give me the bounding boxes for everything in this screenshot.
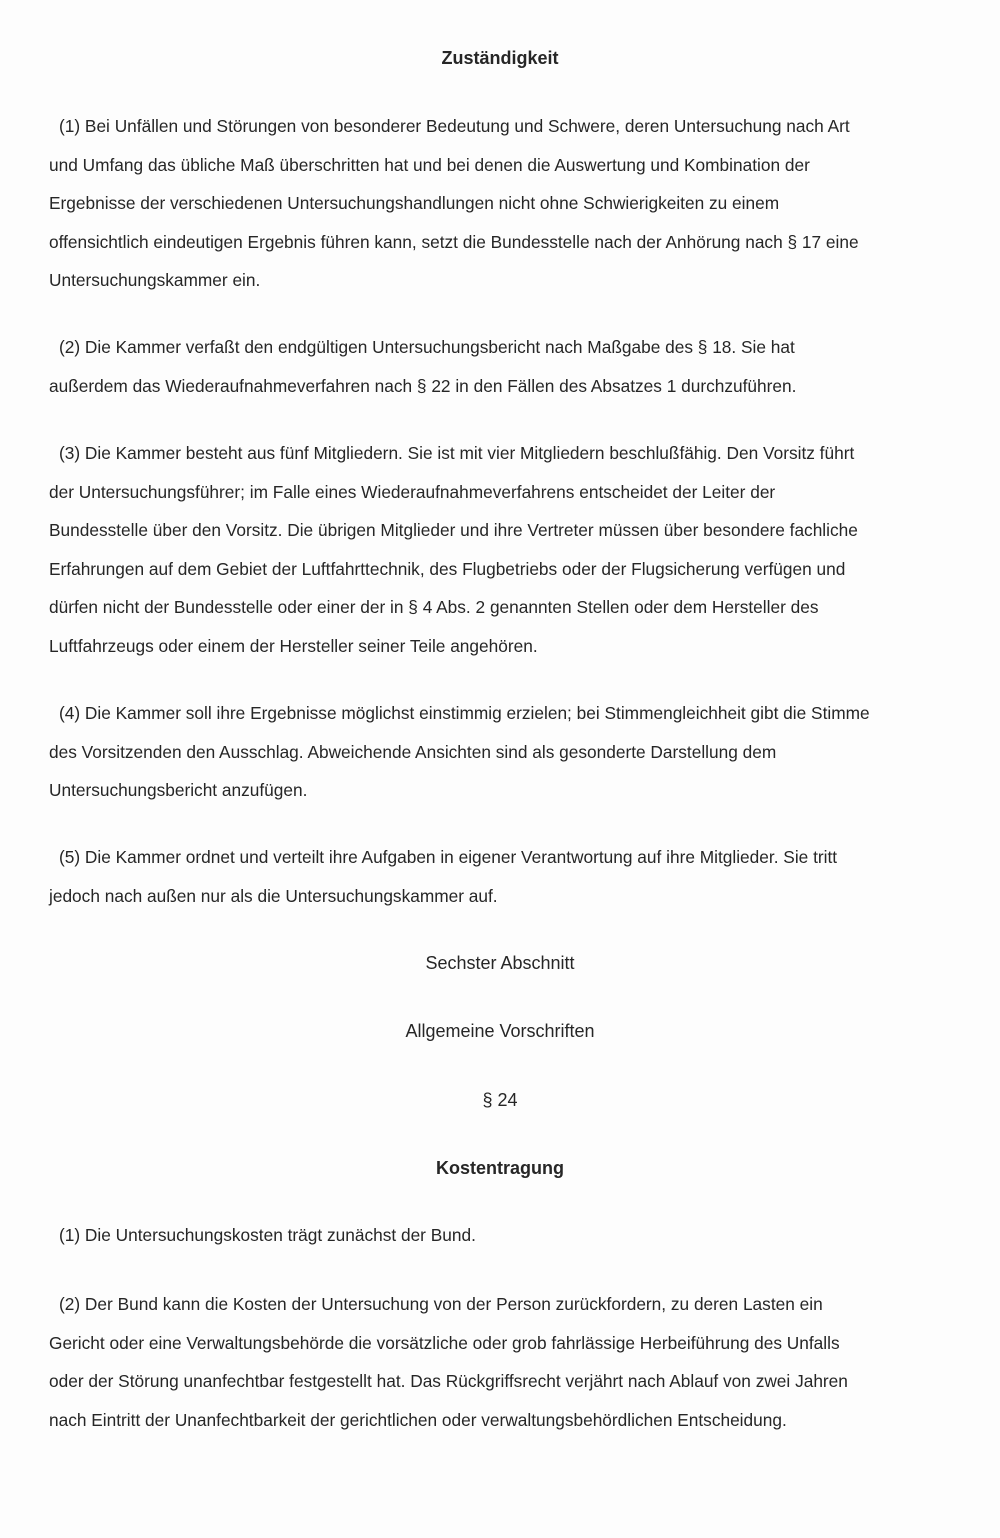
text-line: außerdem das Wiederaufnahmeverfahren nach § 22 in den Fällen des Absatzes 1 durchzuführen. bbox=[49, 375, 797, 396]
text-line: (4) Die Kammer soll ihre Ergebnisse möglichst einstimmig erzielen; bei Stimmengleichheit gibt die Stimme bbox=[59, 703, 870, 723]
paragraph-zustaendigkeit-2 bbox=[49, 328, 964, 405]
paragraph-zustaendigkeit-1 bbox=[49, 107, 964, 300]
text-line: und Umfang das übliche Maß überschritten hat und bei denen die Auswertung und Kombination der bbox=[49, 154, 810, 175]
text-line: (2) Der Bund kann die Kosten der Untersuchung von der Person zurückfordern, zu deren Lasten ein bbox=[59, 1294, 823, 1314]
text-line: offensichtlich eindeutigen Ergebnis führen kann, setzt die Bundesstelle nach der Anhörung nach § 17 eine bbox=[49, 231, 859, 252]
section-subtitle: Allgemeine Vorschriften bbox=[405, 1021, 595, 1041]
text-line: dürfen nicht der Bundesstelle oder einer der in § 4 Abs. 2 genannten Stellen oder dem Hersteller des bbox=[49, 597, 819, 617]
text-line: Gericht oder eine Verwaltungsbehörde die vorsätzliche oder grob fahrlässige Herbeiführung des Unfalls bbox=[49, 1332, 840, 1353]
text-line: jedoch nach außen nur als die Untersuchungskammer auf. bbox=[49, 885, 498, 906]
text-line: Untersuchungsbericht anzufügen. bbox=[49, 780, 308, 800]
paragraph-sign: § 24 bbox=[482, 1090, 518, 1110]
section-title-zustaendigkeit: Zuständigkeit bbox=[441, 48, 559, 68]
text-line: (5) Die Kammer ordnet und verteilt ihre Aufgaben in eigener Verantwortung auf ihre Mitglieder. Sie tritt bbox=[59, 847, 838, 867]
text-line: (1) Die Untersuchungskosten trägt zunächst der Bund. bbox=[59, 1225, 476, 1245]
text-line: Untersuchungskammer ein. bbox=[49, 270, 261, 290]
paragraph-kostentragung-1 bbox=[49, 1216, 964, 1255]
section-title-kostentragung: Kostentragung bbox=[436, 1158, 564, 1178]
text-line: der Untersuchungsführer; im Falle eines Wiederaufnahmeverfahrens entscheidet der Leiter der bbox=[49, 481, 776, 502]
section-label: Sechster Abschnitt bbox=[425, 953, 575, 973]
text-line: Bundesstelle über den Vorsitz. Die übrigen Mitglieder und ihre Vertreter müssen über besondere fachliche bbox=[49, 520, 858, 540]
paragraph-zustaendigkeit-4 bbox=[49, 694, 964, 810]
text-line: Ergebnisse der verschiedenen Untersuchungshandlungen nicht ohne Schwierigkeiten zu einem bbox=[49, 193, 780, 213]
paragraph-kostentragung-2 bbox=[49, 1285, 964, 1439]
text-line: nach Eintritt der Unanfechtbarkeit der gerichtlichen oder verwaltungsbehördlichen Entscheidung. bbox=[49, 1409, 787, 1430]
paragraph-zustaendigkeit-3 bbox=[49, 434, 964, 665]
text-line: des Vorsitzenden den Ausschlag. Abweichende Ansichten sind als gesonderte Darstellung dem bbox=[49, 741, 777, 762]
text-line: Erfahrungen auf dem Gebiet der Luftfahrttechnik, des Flugbetriebs oder der Flugsicherung verfügen und bbox=[49, 558, 846, 579]
text-line: (3) Die Kammer besteht aus fünf Mitgliedern. Sie ist mit vier Mitgliedern beschlußfähig. Den Vorsitz führt bbox=[59, 443, 855, 463]
text-line: oder der Störung unanfechtbar festgestellt hat. Das Rückgriffsrecht verjährt nach Ablauf von zwei Jahren bbox=[49, 1371, 848, 1391]
text-line: (2) Die Kammer verfaßt den endgültigen Untersuchungsbericht nach Maßgabe des § 18. Sie hat bbox=[59, 337, 795, 357]
text-line: Luftfahrzeugs oder einem der Hersteller seiner Teile angehören. bbox=[49, 635, 538, 656]
paragraph-zustaendigkeit-5 bbox=[49, 838, 964, 915]
text-line: (1) Bei Unfällen und Störungen von besonderer Bedeutung und Schwere, deren Untersuchung nach Art bbox=[59, 116, 850, 136]
